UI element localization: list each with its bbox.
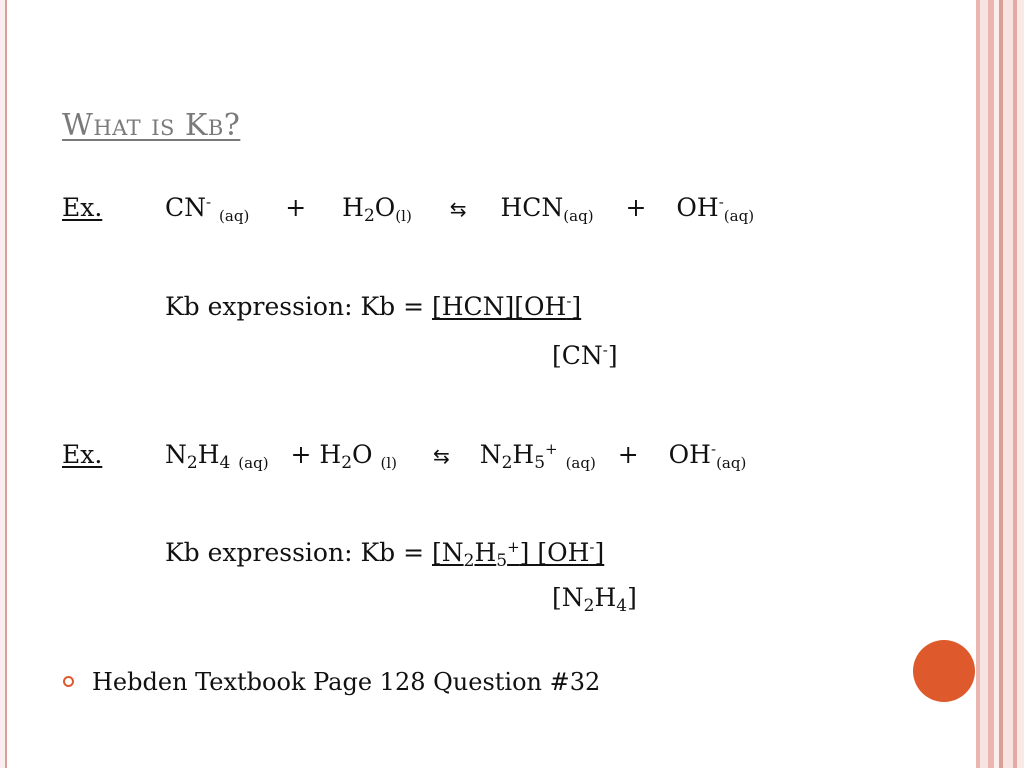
bullet-text: Hebden Textbook Page 128 Question #32	[92, 668, 601, 696]
kb1-denominator: [CN-]	[552, 341, 618, 370]
kb-expression-2: Kb expression: $Kb = [N_2H_5^+]$ [OH-]	[165, 538, 605, 571]
kb-expression-1: Kb expression: Kb = [HCN][OH-]	[165, 292, 582, 321]
equilibrium-arrow-icon: ⇆	[449, 197, 467, 221]
right-border-stripe	[1017, 0, 1024, 768]
slide-title: What is Kb?	[62, 108, 241, 143]
right-border-stripe	[1003, 0, 1013, 768]
equation-2: $N_2H_4$ $_{(aq)} + H_2O$ $_{(l)}$ ⇆ $N_2H_5^+$ $_{(aq)} + OH^-_{(aq)}$	[165, 440, 747, 473]
kb2-denominator: $[N_2H_4]$	[552, 583, 637, 616]
equation-1: CN- $_{(aq)} + H_2O_{(l)}$ ⇆ $HCN_{(aq)} + OH^-_{(aq)}$	[165, 193, 755, 226]
kb1-numerator: [HCN][OH-]	[431, 292, 582, 321]
decorative-circle	[913, 640, 975, 702]
bullet-icon	[63, 676, 74, 687]
equilibrium-arrow-icon: ⇆	[432, 444, 450, 468]
right-border-stripe	[980, 0, 988, 768]
kb2-numerator: $[N_2H_5^+]$ [OH-]	[431, 538, 605, 571]
example-1-label: Ex.	[62, 193, 103, 222]
example-2-label: Ex.	[62, 440, 103, 469]
left-border	[0, 0, 7, 768]
